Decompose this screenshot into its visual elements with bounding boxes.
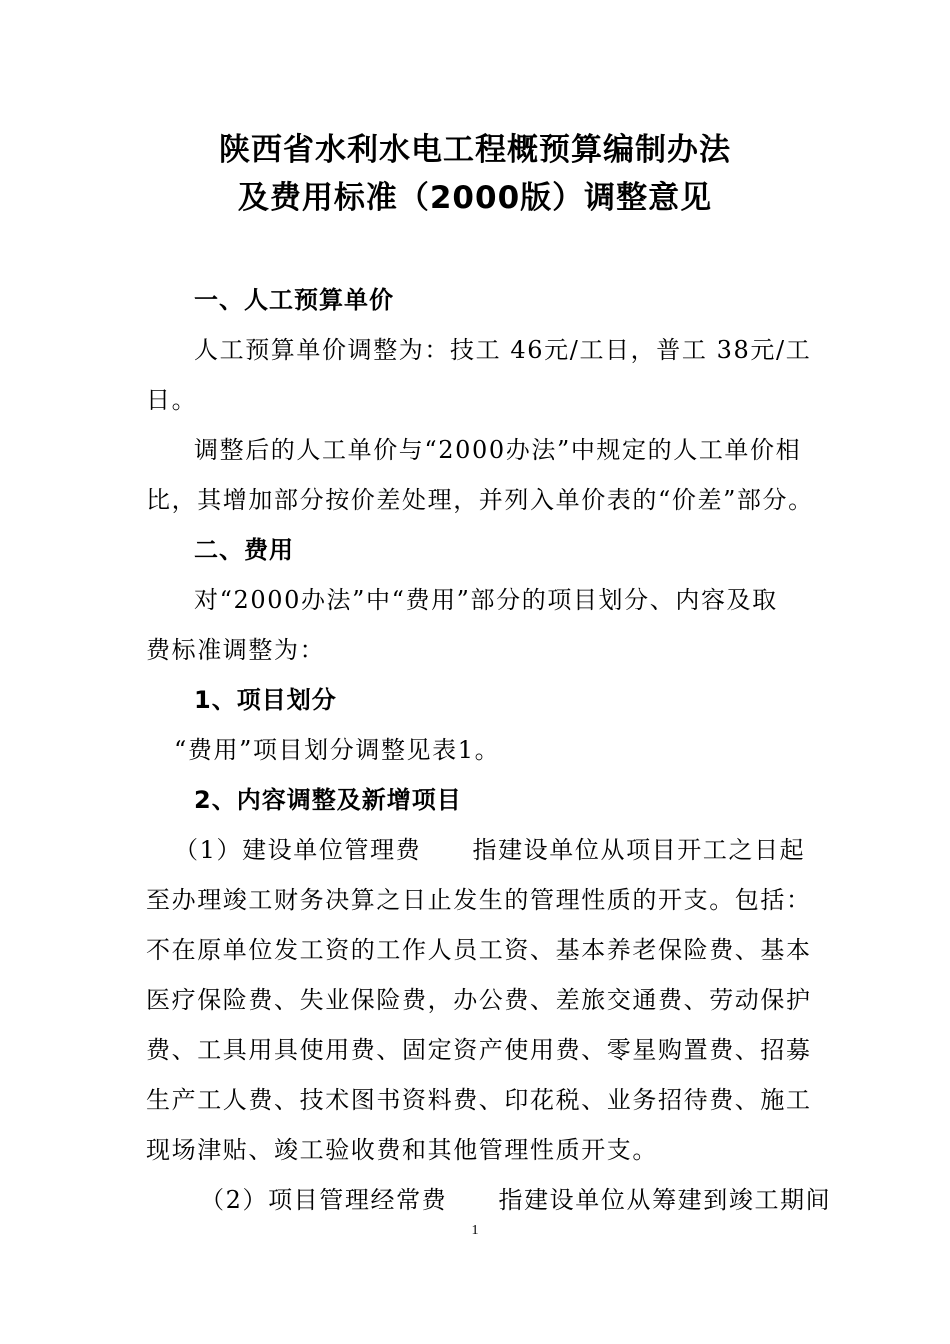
paragraph-line: 不在原单位发工资的工作人员工资、基本养老保险费、基本	[146, 936, 812, 964]
paragraph-line: （1）建设单位管理费 指建设单位从项目开工之日起	[174, 836, 806, 864]
document-title-line-2: 及费用标准（2000版）调整意见	[237, 180, 713, 216]
section-heading-labor: 一、人工预算单价	[194, 286, 394, 314]
paragraph-line: 医疗保险费、失业保险费，办公费、差旅交通费、劳动保护	[146, 986, 812, 1014]
paragraph-line: 日。	[146, 386, 198, 414]
paragraph-line: 比，其增加部分按价差处理，并列入单价表的“价差”部分。	[146, 486, 814, 514]
subheading-item-division: 1、项目划分	[194, 686, 337, 714]
paragraph-line: 人工预算单价调整为：技工 46元/工日，普工 38元/工	[194, 336, 812, 364]
paragraph-line: 对“2000办法”中“费用”部分的项目划分、内容及取	[194, 586, 778, 614]
paragraph-line: 调整后的人工单价与“2000办法”中规定的人工单价相	[194, 436, 802, 464]
paragraph-line: 费、工具用具使用费、固定资产使用费、零星购置费、招募	[146, 1036, 812, 1064]
paragraph-line: 生产工人费、技术图书资料费、印花税、业务招待费、施工	[146, 1086, 812, 1114]
subheading-content-adjustment: 2、内容调整及新增项目	[194, 786, 462, 814]
document-title-line-1: 陕西省水利水电工程概预算编制办法	[219, 132, 731, 168]
paragraph-line: （2）项目管理经常费 指建设单位从筹建到竣工期间	[200, 1186, 832, 1214]
paragraph-line: 现场津贴、竣工验收费和其他管理性质开支。	[146, 1136, 658, 1164]
paragraph-line: “费用”项目划分调整见表1。	[174, 736, 501, 764]
paragraph-line: 费标准调整为：	[146, 636, 326, 664]
section-heading-fees: 二、费用	[194, 536, 294, 564]
page-number: 1	[471, 1223, 479, 1238]
paragraph-line: 至办理竣工财务决算之日止发生的管理性质的开支。包括：	[146, 886, 812, 914]
